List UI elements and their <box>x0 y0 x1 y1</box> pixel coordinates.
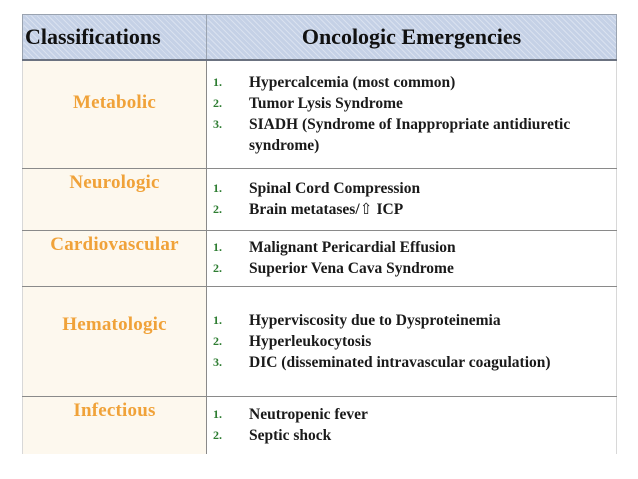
item-number: 2. <box>213 333 222 348</box>
emergency-list <box>207 404 616 446</box>
item-number: 3. <box>213 117 222 132</box>
item-number: 1. <box>213 407 222 422</box>
item-text: Hyperleukocytosis <box>249 332 372 350</box>
list-item <box>213 404 616 425</box>
header-oncologic-emergencies: Oncologic Emergencies <box>207 15 617 61</box>
list-item <box>213 93 616 114</box>
item-number: 1. <box>213 312 222 327</box>
table-row-infectious <box>23 396 617 454</box>
list-item <box>213 331 616 352</box>
list-item <box>213 199 616 220</box>
emergencies-cell <box>207 168 617 230</box>
item-number: 1. <box>213 181 222 195</box>
item-number: 3. <box>213 354 222 369</box>
list-item <box>213 258 616 279</box>
item-text: Superior Vena Cava Syndrome <box>249 260 454 277</box>
emergency-list <box>207 72 616 156</box>
item-text: Hypercalcemia (most common) <box>249 74 456 92</box>
list-item <box>213 425 616 446</box>
item-number: 2. <box>213 202 222 216</box>
classification-cell <box>23 60 207 168</box>
classification-cell <box>23 286 207 396</box>
list-item <box>213 114 616 156</box>
item-text: Tumor Lysis Syndrome <box>249 95 403 113</box>
table-frame <box>22 14 616 462</box>
item-text: Hyperviscosity due to Dysproteinemia <box>249 311 501 329</box>
table-row-cardiovascular <box>23 230 617 286</box>
item-text: Malignant Pericardial Effusion <box>249 239 456 256</box>
item-number: 1. <box>213 240 222 254</box>
classification-label: Metabolic <box>72 92 157 113</box>
classification-label: Hematologic <box>62 313 167 335</box>
emergency-list <box>207 310 616 373</box>
classification-cell <box>23 230 207 286</box>
classification-label: Cardiovascular <box>50 233 179 255</box>
item-number: 1. <box>213 75 222 90</box>
classification-cell <box>23 168 207 230</box>
list-item <box>213 178 616 199</box>
classification-label: Infectious <box>73 399 156 421</box>
emergency-list <box>207 178 616 220</box>
classification-label: Neurologic <box>69 171 160 193</box>
header-row <box>23 15 617 61</box>
emergencies-cell <box>207 286 617 396</box>
item-text: Brain metatases/⇧ ICP <box>249 201 404 218</box>
item-number: 2. <box>213 261 222 275</box>
list-item <box>213 237 616 258</box>
table-row-neurologic <box>23 168 617 230</box>
table-row-hematologic <box>23 286 617 396</box>
emergencies-cell <box>207 60 617 168</box>
list-item <box>213 72 616 93</box>
item-text: Spinal Cord Compression <box>249 180 421 197</box>
item-number: 2. <box>213 428 222 443</box>
item-text: Neutropenic fever <box>249 406 368 424</box>
emergencies-cell <box>207 396 617 454</box>
item-text: DIC (disseminated intravascular coagulation) <box>249 353 551 371</box>
list-item <box>213 352 616 373</box>
item-number: 2. <box>213 96 222 111</box>
header-classifications: Classifications <box>23 15 207 61</box>
oncologic-emergencies-table <box>22 14 617 454</box>
table-row-metabolic <box>23 60 617 168</box>
item-text: Septic shock <box>249 427 332 445</box>
emergency-list <box>207 237 616 279</box>
list-item <box>213 310 616 331</box>
item-text: SIADH (Syndrome of Inappropriate antidiuretic syndrome) <box>249 116 571 155</box>
emergencies-cell <box>207 230 617 286</box>
classification-cell <box>23 396 207 454</box>
